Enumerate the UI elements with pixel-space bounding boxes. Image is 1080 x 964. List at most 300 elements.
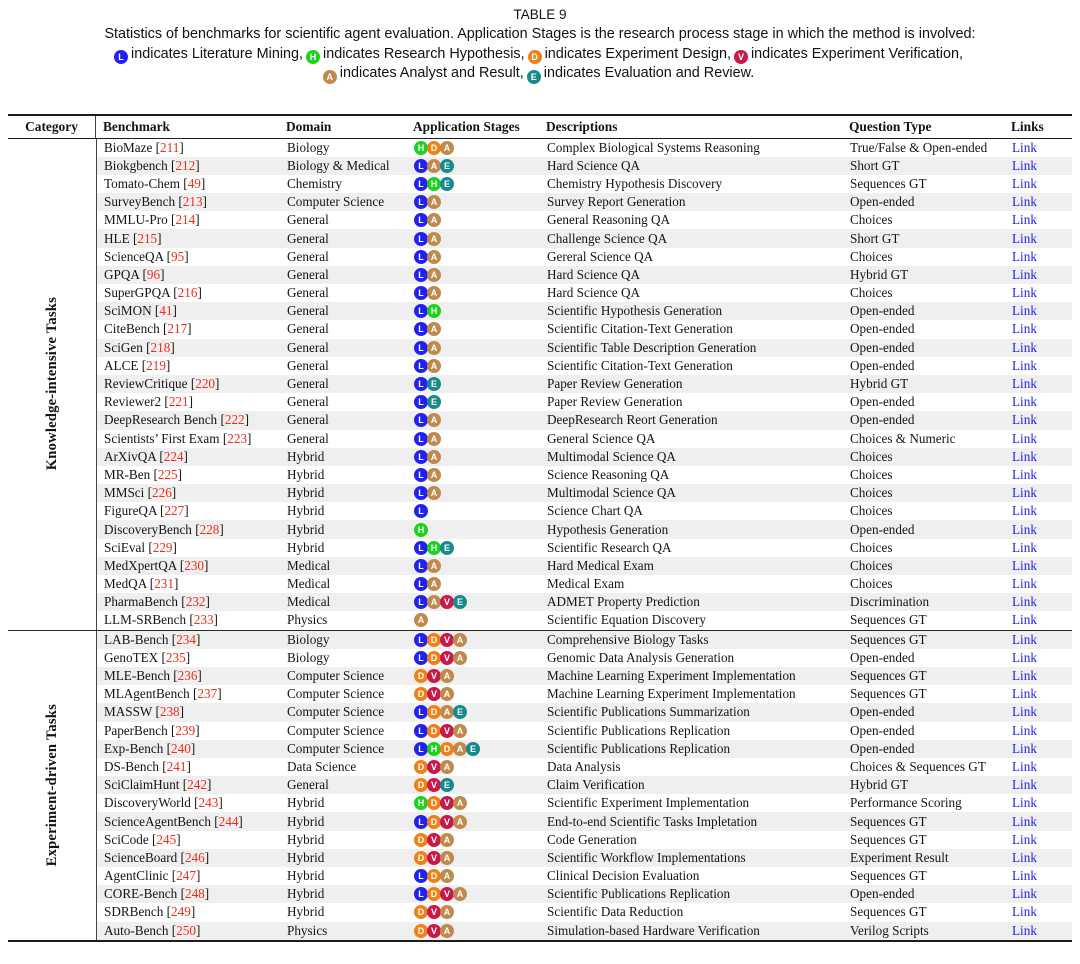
benchmark-link[interactable]: Link xyxy=(1012,758,1037,774)
links-cell xyxy=(1005,923,1063,939)
domain-cell: Chemistry xyxy=(287,175,342,191)
stage-a-icon: A xyxy=(427,341,441,355)
question-type-cell: Open-ended xyxy=(850,412,915,428)
citation-bracket: ] xyxy=(177,466,183,482)
question-type-cell: Sequences GT xyxy=(850,175,927,191)
section-knowledge-intensive-tasks xyxy=(8,139,1072,630)
links-cell xyxy=(1005,212,1063,228)
domain-cell: Medical xyxy=(287,576,331,592)
table-row xyxy=(97,611,1072,629)
stage-l-icon: L xyxy=(414,633,428,647)
stage-e-icon: E xyxy=(440,541,454,555)
citation-ref[interactable]: 240 xyxy=(171,740,191,756)
benchmark-link[interactable]: Link xyxy=(1012,539,1037,555)
citation-bracket: [ xyxy=(162,758,167,774)
citation-bracket: [ xyxy=(194,795,199,811)
benchmark-cell xyxy=(97,303,280,319)
domain-cell: Physics xyxy=(287,922,328,938)
benchmark-link[interactable]: Link xyxy=(1012,686,1037,702)
column-header-question-type: Question Type xyxy=(849,118,932,134)
benchmark-link[interactable]: Link xyxy=(1012,339,1037,355)
links-cell xyxy=(1005,832,1063,848)
stage-l-icon: L xyxy=(414,232,428,246)
benchmark-link[interactable]: Link xyxy=(1012,394,1037,410)
stage-a-icon: A xyxy=(453,633,467,647)
citation-bracket: ] xyxy=(205,594,210,610)
stage-v-icon: V xyxy=(734,50,748,64)
benchmark-cell xyxy=(97,449,280,465)
table-row xyxy=(97,393,1072,411)
description-cell: Multimodal Science QA xyxy=(547,448,676,464)
table-row xyxy=(97,266,1072,284)
stage-l-icon: L xyxy=(414,432,428,446)
links-cell xyxy=(1005,485,1063,501)
links-cell xyxy=(1005,632,1063,648)
citation-ref[interactable]: 49 xyxy=(187,175,201,191)
benchmark-name: LAB-Bench xyxy=(104,631,172,647)
benchmark-cell xyxy=(97,594,280,610)
stage-d-icon: D xyxy=(427,651,441,665)
benchmark-link[interactable]: Link xyxy=(1012,376,1037,392)
stages-cell xyxy=(407,613,540,627)
question-type-cell: Sequences GT xyxy=(850,831,927,847)
links-cell xyxy=(1005,558,1063,574)
question-type-cell: Discrimination xyxy=(850,594,930,610)
citation-bracket: ] xyxy=(179,139,184,155)
stage-a-icon: A xyxy=(427,413,441,427)
question-type-cell: Choices xyxy=(850,466,893,482)
citation-bracket: ] xyxy=(195,722,200,738)
benchmark-link[interactable]: Link xyxy=(1012,212,1037,228)
citation-ref[interactable]: 229 xyxy=(152,539,173,555)
benchmark-link[interactable]: Link xyxy=(1012,722,1037,738)
stages-cell xyxy=(407,669,540,683)
benchmark-cell xyxy=(97,850,280,866)
domain-cell: Computer Science xyxy=(287,704,385,720)
description-cell: Paper Review Generation xyxy=(547,376,683,392)
description-cell: Multimodal Science QA xyxy=(547,485,676,501)
stages-cell xyxy=(407,450,540,464)
benchmark-link[interactable]: Link xyxy=(1012,868,1037,884)
citation-bracket: [ xyxy=(142,266,147,282)
stage-l-icon: L xyxy=(414,742,428,756)
question-type-cell: Open-ended xyxy=(850,394,915,410)
citation-ref[interactable]: 233 xyxy=(193,612,214,628)
citation-bracket: ] xyxy=(184,248,189,264)
stage-l-icon: L xyxy=(414,341,428,355)
question-type-cell: Hybrid GT xyxy=(850,777,909,793)
benchmark-link[interactable]: Link xyxy=(1012,357,1037,373)
citation-bracket: ] xyxy=(170,339,175,355)
citation-ref[interactable]: 235 xyxy=(165,649,186,665)
benchmark-link[interactable]: Link xyxy=(1012,521,1037,537)
benchmark-link[interactable]: Link xyxy=(1012,321,1037,337)
table-row xyxy=(97,339,1072,357)
table-row xyxy=(97,922,1072,940)
question-type-cell: Performance Scoring xyxy=(850,795,962,811)
citation-ref[interactable]: 238 xyxy=(159,704,180,720)
stage-v-icon: V xyxy=(427,851,441,865)
citation-ref[interactable]: 246 xyxy=(184,849,205,865)
stages-cell xyxy=(407,359,540,373)
benchmark-link[interactable]: Link xyxy=(1012,448,1037,464)
citation-ref[interactable]: 227 xyxy=(164,503,185,519)
citation-bracket: [ xyxy=(171,722,176,738)
stage-d-icon: D xyxy=(427,705,441,719)
citation-ref[interactable]: 217 xyxy=(167,321,188,337)
citation-bracket: [ xyxy=(190,376,196,392)
benchmark-link[interactable]: Link xyxy=(1012,230,1037,246)
question-type-cell: Open-ended xyxy=(850,740,915,756)
description-cell: Machine Learning Experiment Implementation xyxy=(547,668,796,684)
benchmark-cell xyxy=(97,321,280,337)
description-cell: Comprehensive Biology Tasks xyxy=(547,631,709,647)
stage-e-icon: E xyxy=(427,395,441,409)
domain-cell: Hybrid xyxy=(287,813,325,829)
question-type-cell: Open-ended xyxy=(850,521,915,537)
citation-ref[interactable]: 221 xyxy=(168,394,189,410)
benchmark-cell xyxy=(97,267,280,283)
description-cell: Scientific Research QA xyxy=(547,539,672,555)
citation-ref[interactable]: 228 xyxy=(199,521,220,537)
citation-bracket: ] xyxy=(206,777,212,793)
citation-ref[interactable]: 219 xyxy=(146,357,166,373)
benchmark-name: GPQA xyxy=(104,266,143,282)
benchmark-link[interactable]: Link xyxy=(1012,594,1037,610)
stage-a-icon: A xyxy=(427,595,441,609)
citation-bracket: ] xyxy=(190,740,196,756)
citation-bracket: ] xyxy=(160,266,165,282)
stages-cell xyxy=(407,869,540,883)
stage-a-icon: A xyxy=(440,869,454,883)
benchmark-link[interactable]: Link xyxy=(1012,175,1037,191)
benchmark-link[interactable]: Link xyxy=(1012,849,1037,865)
stage-h-icon: H xyxy=(427,304,441,318)
citation-bracket: [ xyxy=(146,339,151,355)
links-cell xyxy=(1005,376,1063,392)
stages-cell xyxy=(407,905,540,919)
benchmark-name: MLE-Bench xyxy=(104,668,174,684)
domain-cell: Computer Science xyxy=(287,740,385,756)
benchmark-cell xyxy=(97,704,280,720)
benchmark-link[interactable]: Link xyxy=(1012,904,1037,920)
table-row xyxy=(97,411,1072,429)
citation-ref[interactable]: 41 xyxy=(159,303,173,319)
stage-v-icon: V xyxy=(440,887,454,901)
domain-cell: Computer Science xyxy=(287,194,385,210)
links-cell xyxy=(1005,231,1063,247)
citation-bracket: ] xyxy=(195,868,201,884)
caption-line2 xyxy=(0,45,1080,65)
benchmark-link[interactable]: Link xyxy=(1012,922,1037,938)
citation-ref[interactable]: 215 xyxy=(137,230,158,246)
links-cell xyxy=(1005,358,1063,374)
domain-cell: Hybrid xyxy=(287,485,325,501)
stages-cell xyxy=(407,395,540,409)
citation-ref[interactable]: 223 xyxy=(227,430,247,446)
stages-cell xyxy=(407,523,540,537)
citation-ref[interactable]: 248 xyxy=(184,886,205,902)
benchmark-link[interactable]: Link xyxy=(1012,157,1037,173)
stage-l-icon: L xyxy=(414,595,428,609)
links-cell xyxy=(1005,704,1063,720)
stage-l-icon: L xyxy=(414,869,428,883)
stage-a-icon: A xyxy=(453,742,467,756)
description-cell: Hard Medical Exam xyxy=(547,557,654,573)
links-cell xyxy=(1005,394,1063,410)
citation-bracket: [ xyxy=(193,686,198,702)
domain-cell: General xyxy=(287,266,329,282)
citation-ref[interactable]: 247 xyxy=(176,868,196,884)
question-type-cell: Open-ended xyxy=(850,194,915,210)
description-cell: Code Generation xyxy=(547,831,637,847)
stages-cell xyxy=(407,742,540,756)
benchmark-name: MR-Ben xyxy=(104,466,154,482)
table-row xyxy=(97,903,1072,921)
benchmark-cell xyxy=(97,431,280,447)
domain-cell: Hybrid xyxy=(287,868,325,884)
question-type-cell: Sequences GT xyxy=(850,904,927,920)
stage-e-icon: E xyxy=(427,377,441,391)
description-cell: Paper Review Generation xyxy=(547,394,683,410)
citation-bracket: ] xyxy=(202,194,207,210)
table-row xyxy=(97,631,1072,649)
table-row xyxy=(97,139,1072,157)
benchmark-name: DS-Bench xyxy=(104,758,163,774)
description-cell: Chemistry Hypothesis Discovery xyxy=(547,175,723,191)
stages-cell xyxy=(407,924,540,938)
benchmark-link[interactable]: Link xyxy=(1012,795,1037,811)
table-row xyxy=(97,229,1072,247)
description-cell: Science Reasoning QA xyxy=(547,466,670,482)
citation-bracket: ] xyxy=(176,831,181,847)
table-row xyxy=(97,375,1072,393)
column-header-benchmark: Benchmark xyxy=(103,118,170,134)
citation-ref[interactable]: 96 xyxy=(146,266,161,282)
citation-bracket: [ xyxy=(152,831,157,847)
stages-cell xyxy=(407,268,540,282)
citation-ref[interactable]: 244 xyxy=(218,813,239,829)
stage-l-icon: L xyxy=(414,177,428,191)
citation-ref[interactable]: 236 xyxy=(177,668,198,684)
citation-ref[interactable]: 226 xyxy=(152,485,172,501)
citation-bracket: [ xyxy=(153,466,158,482)
benchmark-link[interactable]: Link xyxy=(1012,412,1037,428)
description-cell: Hard Science QA xyxy=(547,285,641,301)
question-type-cell: Hybrid GT xyxy=(850,266,909,282)
benchmark-link[interactable]: Link xyxy=(1012,886,1037,902)
benchmark-name: Scientists’ First Exam xyxy=(104,430,223,446)
stage-a-icon: A xyxy=(427,359,441,373)
benchmark-cell xyxy=(97,923,280,939)
benchmark-link[interactable]: Link xyxy=(1012,485,1037,501)
benchmark-link[interactable]: Link xyxy=(1012,303,1037,319)
links-cell xyxy=(1005,612,1063,628)
stage-a-icon: A xyxy=(440,669,454,683)
stages-cell xyxy=(407,468,540,482)
citation-ref[interactable]: 216 xyxy=(177,285,198,301)
stage-a-icon: A xyxy=(323,70,337,84)
domain-cell: General xyxy=(287,303,329,319)
benchmark-cell xyxy=(97,668,280,684)
question-type-cell: Open-ended xyxy=(850,722,915,738)
benchmark-name: SurveyBench xyxy=(104,194,179,210)
benchmark-link[interactable]: Link xyxy=(1012,612,1037,628)
benchmark-cell xyxy=(97,376,280,392)
stage-l-icon: L xyxy=(414,159,428,173)
description-cell: Scientific Citation-Text Generation xyxy=(547,321,733,337)
question-type-cell: Open-ended xyxy=(850,321,915,337)
description-cell: Scientific Workflow Implementations xyxy=(547,849,746,865)
stage-a-icon: A xyxy=(427,432,441,446)
citation-bracket: ] xyxy=(184,503,189,519)
stage-l-icon: L xyxy=(414,286,428,300)
citation-bracket: [ xyxy=(179,557,185,573)
domain-cell: General xyxy=(287,230,329,246)
description-cell: General Reasoning QA xyxy=(547,212,671,228)
citation-bracket: ] xyxy=(244,412,250,428)
benchmark-cell xyxy=(97,558,280,574)
benchmark-link[interactable]: Link xyxy=(1012,285,1037,301)
stages-cell xyxy=(407,286,540,300)
column-header-category: Category xyxy=(8,116,96,138)
benchmark-cell xyxy=(97,249,280,265)
citation-bracket: ] xyxy=(190,904,196,920)
description-cell: Scientific Publications Summarization xyxy=(547,704,750,720)
stage-h-icon: H xyxy=(414,523,428,537)
citation-ref[interactable]: 224 xyxy=(163,448,184,464)
stages-cell xyxy=(407,504,540,518)
stage-h-icon: H xyxy=(306,50,320,64)
stage-l-icon: L xyxy=(414,705,428,719)
citation-bracket: ] xyxy=(183,448,188,464)
benchmark-link[interactable]: Link xyxy=(1012,777,1037,793)
table-row xyxy=(97,703,1072,721)
citation-ref[interactable]: 243 xyxy=(198,795,219,811)
stage-d-icon: D xyxy=(414,778,428,792)
benchmark-link[interactable]: Link xyxy=(1012,668,1037,684)
citation-ref[interactable]: 213 xyxy=(182,194,203,210)
citation-ref[interactable]: 222 xyxy=(224,412,245,428)
stage-l-icon: L xyxy=(414,468,428,482)
benchmark-name: PharmaBench xyxy=(104,594,182,610)
description-cell: Scientific Equation Discovery xyxy=(547,612,706,628)
benchmark-link[interactable]: Link xyxy=(1012,576,1037,592)
benchmark-link[interactable]: Link xyxy=(1012,139,1037,155)
citation-ref[interactable]: 250 xyxy=(176,922,196,938)
citation-bracket: [ xyxy=(171,922,177,938)
domain-cell: Hybrid xyxy=(287,795,325,811)
links-cell xyxy=(1005,194,1063,210)
citation-ref[interactable]: 245 xyxy=(156,831,177,847)
citation-ref[interactable]: 211 xyxy=(160,139,180,155)
section-experiment-driven-tasks xyxy=(8,630,1072,940)
benchmark-name: DiscoveryWorld xyxy=(104,795,195,811)
stage-v-icon: V xyxy=(440,595,454,609)
citation-ref[interactable]: 239 xyxy=(175,722,196,738)
question-type-cell: Open-ended xyxy=(850,339,915,355)
citation-ref[interactable]: 220 xyxy=(195,376,215,392)
benchmark-link[interactable]: Link xyxy=(1012,194,1037,210)
citation-ref[interactable]: 95 xyxy=(171,248,185,264)
citation-ref[interactable]: 242 xyxy=(187,777,207,793)
benchmark-link[interactable]: Link xyxy=(1012,813,1037,829)
stages-cell xyxy=(407,195,540,209)
benchmark-link[interactable]: Link xyxy=(1012,266,1037,282)
description-cell: End-to-end Scientific Tasks Impletation xyxy=(547,813,758,829)
benchmark-name: MLAgentBench xyxy=(104,686,193,702)
links-cell xyxy=(1005,303,1063,319)
benchmark-link[interactable]: Link xyxy=(1012,649,1037,665)
stage-l-icon: L xyxy=(414,651,428,665)
links-cell xyxy=(1005,868,1063,884)
description-cell: Machine Learning Experiment Implementation xyxy=(547,686,796,702)
benchmark-link[interactable]: Link xyxy=(1012,704,1037,720)
table-row xyxy=(97,867,1072,885)
benchmark-link[interactable]: Link xyxy=(1012,466,1037,482)
benchmark-link[interactable]: Link xyxy=(1012,631,1037,647)
domain-cell: Biology xyxy=(287,631,330,647)
stage-a-icon: A xyxy=(427,213,441,227)
citation-ref[interactable]: 241 xyxy=(166,758,187,774)
benchmark-link[interactable]: Link xyxy=(1012,831,1037,847)
stage-l-icon: L xyxy=(414,322,428,336)
benchmark-link[interactable]: Link xyxy=(1012,248,1037,264)
description-cell: Scientific Publications Replication xyxy=(547,886,731,902)
benchmark-link[interactable]: Link xyxy=(1012,430,1037,446)
stage-a-icon: A xyxy=(440,833,454,847)
stage-d-icon: D xyxy=(440,742,454,756)
links-cell xyxy=(1005,795,1063,811)
citation-ref[interactable]: 237 xyxy=(197,686,218,702)
citation-ref[interactable]: 249 xyxy=(171,904,191,920)
links-cell xyxy=(1005,503,1063,519)
links-cell xyxy=(1005,668,1063,684)
benchmark-name: ScienceBoard xyxy=(104,849,181,865)
stage-a-icon: A xyxy=(427,322,441,336)
citation-ref[interactable]: 218 xyxy=(150,339,171,355)
benchmark-link[interactable]: Link xyxy=(1012,503,1037,519)
citation-ref[interactable]: 231 xyxy=(154,576,174,592)
table-row xyxy=(97,722,1072,740)
stage-v-icon: V xyxy=(427,669,441,683)
stages-cell xyxy=(407,413,540,427)
citation-ref[interactable]: 225 xyxy=(157,466,178,482)
citation-ref[interactable]: 212 xyxy=(175,157,196,173)
stage-v-icon: V xyxy=(427,778,441,792)
domain-cell: Hybrid xyxy=(287,448,325,464)
category-cell xyxy=(8,139,97,630)
column-header-descriptions: Descriptions xyxy=(546,118,618,134)
citation-ref[interactable]: 230 xyxy=(184,557,205,573)
citation-bracket: [ xyxy=(166,740,172,756)
citation-ref[interactable]: 232 xyxy=(185,594,206,610)
benchmark-link[interactable]: Link xyxy=(1012,557,1037,573)
domain-cell: Data Science xyxy=(287,758,357,774)
benchmark-name: BioMaze xyxy=(104,139,156,155)
citation-ref[interactable]: 214 xyxy=(175,212,196,228)
stages-cell xyxy=(407,141,540,155)
benchmark-link[interactable]: Link xyxy=(1012,740,1037,756)
benchmark-name: ReviewCritique xyxy=(104,376,191,392)
citation-bracket: [ xyxy=(161,649,166,665)
citation-ref[interactable]: 234 xyxy=(176,631,196,647)
stage-d-icon: D xyxy=(414,687,428,701)
stages-cell xyxy=(407,851,540,865)
benchmark-name: FigureQA xyxy=(104,503,161,519)
description-cell: Simulation-based Hardware Verification xyxy=(547,922,760,938)
stage-d-icon: D xyxy=(427,887,441,901)
